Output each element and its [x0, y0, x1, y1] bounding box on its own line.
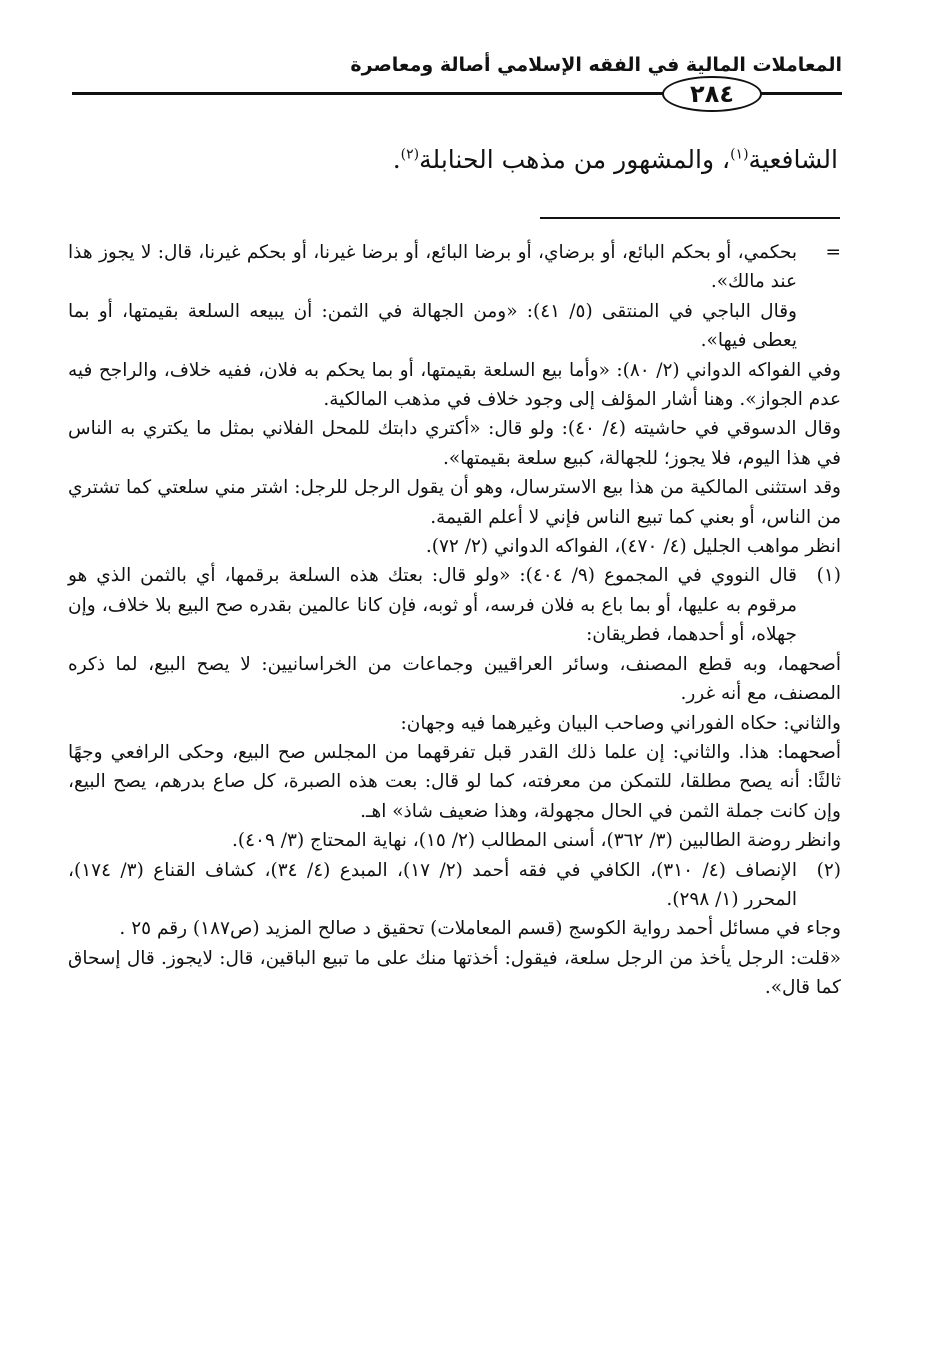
footnote-number: (٢) — [816, 859, 841, 881]
footnote-paragraph: وقال الباجي في المنتقى (٥/ ٤١): «ومن الجهالة في الثمن: أن يبيعه السلعة بقيمتها، أو بما يعطى فيها». — [68, 300, 797, 352]
footnote-continuation — [68, 238, 841, 356]
footnotes — [68, 238, 841, 1003]
footnote-paragraph: بحكمي، أو بحكم البائع، أو برضاي، أو برضا البائع، أو برضا غيرنا، أو بحكم غيرنا، قال: لا يجوز هذا عند مالك». — [68, 242, 797, 293]
footnote-ref-1[interactable]: (١) — [730, 146, 749, 163]
footnote-paragraph: قال النووي في المجموع (٩/ ٤٠٤): «ولو قال: بعتك هذه السلعة برقمها، أي بالثمن الذي هو مرقوم به عليها، أو بما باع به فلان فرسه، أو ثوبه، فإن كانا عالمين بقدره صح البيع بلا خلاف، وإن جهلاه، أو أحدهما، فطريقان: — [68, 565, 798, 646]
footnote-paragraph: الإنصاف (٤/ ٣١٠)، الكافي في فقه أحمد (٢/ ١٧)، المبدع (٤/ ٣٤)، كشاف القناع (٣/ ١٧٤)، المحرر (١/ ٢٩٨). — [68, 859, 797, 910]
footnote-paragraph: وقال الدسوقي في حاشيته (٤/ ٤٠): ولو قال: «أكتري دابتك للمحل الفلاني بمثل ما يكتري به الناس في هذا اليوم، فلا يجوز؛ للجهالة، كبيع سلعة بقيمتها». — [68, 418, 841, 469]
footnote-2 — [68, 856, 841, 915]
footnote-1 — [68, 561, 841, 649]
footnote-paragraph: وفي الفواكه الدواني (٢/ ٨٠): «وأما بيع السلعة بقيمتها، أو بما يحكم به فلان، ففيه خلاف، والراجح فيه عدم الجواز». وهنا أشار المؤلف إلى وجود خلاف في مذهب المالكية. — [68, 359, 841, 411]
footnote-paragraph: وجاء في مسائل أحمد رواية الكوسج (قسم المعاملات) تحقيق د صالح المزيد (ص١٨٧) رقم ٢٥ . — [119, 918, 841, 940]
page-number: ٢٨٤ — [662, 76, 762, 112]
main-text-part: الشافعية — [748, 145, 838, 174]
footnote-paragraph: «قلت: الرجل يأخذ من الرجل سلعة، فيقول: أخذتها منك على ما تبيع الباقين، قال: لايجوز. قال إسحاق كما قال». — [68, 947, 841, 999]
footnote-ref-2[interactable]: (٢) — [400, 146, 420, 163]
footnote-paragraph: وانظر روضة الطالبين (٣/ ٣٦٢)، أسنى المطالب (٢/ ١٥)، نهاية المحتاج (٣/ ٤٠٩). — [231, 830, 841, 852]
footnote-paragraph: أصحهما، وبه قطع المصنف، وسائر العراقيين وجماعات من الخراسانيين: لا يصح البيع، لما ذكره المصنف، مع أنه غرر. — [68, 653, 841, 705]
continuation-mark: = — [825, 242, 841, 263]
footnote-paragraph: أصحهما: هذا. والثاني: إن علما ذلك القدر قبل تفرقهما من المجلس صح البيع، وحكى الرافعي وجهًا ثالثًا: أنه يصح مطلقا، للتمكن من معرفته، كما لو قال: بعت هذه الصبرة، كل صاع بدرهم، يصح البيع، وإن كانت جملة الثمن في الحال مجهولة، وهذا ضعيف شاذ» اهـ. — [68, 741, 841, 822]
main-text-part: ، والمشهور من مذهب الحنابلة — [419, 145, 731, 174]
footnote-separator — [540, 217, 840, 219]
footnote-number: (١) — [816, 565, 841, 587]
main-text-part: . — [392, 145, 401, 174]
running-header: المعاملات المالية في الفقه الإسلامي أصالة ومعاصرة — [350, 54, 842, 76]
footnote-paragraph: والثاني: حكاه الفوراني وصاحب البيان وغيرهما فيه وجهان: — [400, 712, 841, 734]
main-text — [72, 138, 838, 182]
footnote-paragraph: وقد استثنى المالكية من هذا بيع الاسترسال، وهو أن يقول الرجل للرجل: اشتر مني سلعتي كما تشتري من الناس، أو بعني كما تبيع الناس فإني لا أعلم القيمة. — [68, 477, 841, 528]
footnote-paragraph: انظر مواهب الجليل (٤/ ٤٧٠)، الفواكه الدواني (٢/ ٧٢). — [425, 536, 841, 558]
